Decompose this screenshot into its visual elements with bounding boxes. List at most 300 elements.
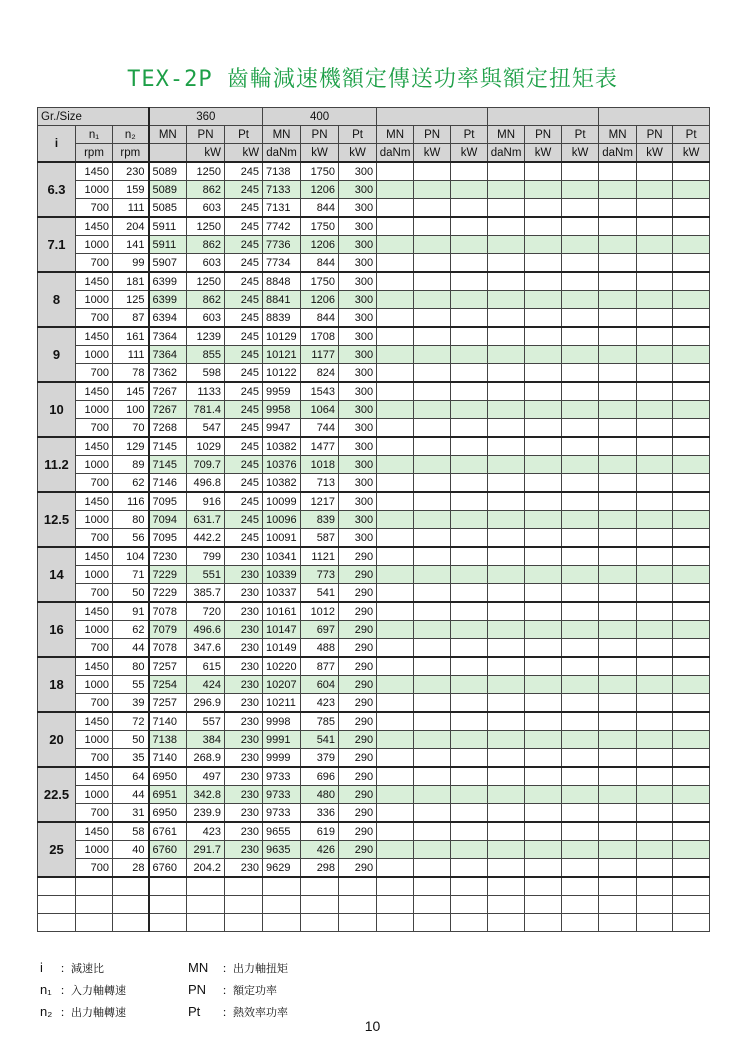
- empty-cell: [451, 896, 488, 914]
- empty-cell: [673, 492, 710, 511]
- pn360-cell: 603: [187, 309, 225, 328]
- n2-cell: 141: [113, 236, 149, 254]
- empty-cell: [599, 731, 637, 749]
- empty-cell: [488, 419, 525, 438]
- mn360-cell: 7095: [149, 492, 187, 511]
- empty-cell: [637, 566, 673, 584]
- empty-cell: [673, 162, 710, 181]
- table-row: [38, 529, 710, 548]
- page-number: 10: [364, 1018, 381, 1034]
- pt-unit: kW: [451, 144, 488, 163]
- pn360-cell: 598: [187, 364, 225, 383]
- pn-unit: kW: [525, 144, 562, 163]
- empty-cell: [637, 749, 673, 768]
- pn400-cell: 713: [301, 474, 339, 493]
- mn400-cell: 9655: [263, 822, 301, 841]
- empty-cell: [451, 547, 488, 566]
- mn400-cell: 9999: [263, 749, 301, 768]
- empty-cell: [637, 199, 673, 218]
- pn360-cell: 424: [187, 676, 225, 694]
- table-row: [38, 786, 710, 804]
- table-row: [38, 841, 710, 859]
- n1-cell: 1450: [76, 822, 113, 841]
- empty-cell: [599, 236, 637, 254]
- empty-cell: [451, 511, 488, 529]
- empty-cell: [451, 657, 488, 676]
- n1-cell: 1450: [76, 767, 113, 786]
- empty-cell: [149, 914, 187, 932]
- empty-cell: [637, 456, 673, 474]
- n2-cell: 44: [113, 639, 149, 658]
- n2-cell: 56: [113, 529, 149, 548]
- empty-cell: [414, 199, 451, 218]
- empty-cell: [414, 401, 451, 419]
- empty-cell: [599, 291, 637, 309]
- empty-cell: [673, 327, 710, 346]
- mn400-cell: 10147: [263, 621, 301, 639]
- pt360-cell: 245: [225, 236, 263, 254]
- pn400-cell: 844: [301, 254, 339, 273]
- empty-cell: [637, 547, 673, 566]
- empty-cell: [488, 327, 525, 346]
- empty-cell: [637, 346, 673, 364]
- empty-cell: [488, 749, 525, 768]
- n2-cell: 145: [113, 382, 149, 401]
- mn360-cell: 7229: [149, 584, 187, 603]
- rating-table: [37, 107, 710, 932]
- n1-cell: 700: [76, 474, 113, 493]
- empty-cell: [637, 859, 673, 878]
- empty-cell: [451, 382, 488, 401]
- mn360-cell: 5907: [149, 254, 187, 273]
- pt360-cell: 245: [225, 511, 263, 529]
- empty-cell: [414, 181, 451, 199]
- empty-cell: [562, 492, 599, 511]
- table-row: [38, 217, 710, 236]
- empty-cell: [451, 786, 488, 804]
- pn360-cell: 423: [187, 822, 225, 841]
- pt360-cell: 245: [225, 199, 263, 218]
- pt360-cell: 245: [225, 162, 263, 181]
- empty-cell: [377, 566, 414, 584]
- empty-cell: [637, 437, 673, 456]
- empty-cell: [377, 657, 414, 676]
- ratio-cell: 20: [38, 712, 76, 767]
- pn400-cell: 423: [301, 694, 339, 713]
- empty-cell: [377, 474, 414, 493]
- mn400-cell: 9733: [263, 786, 301, 804]
- n1-cell: 700: [76, 749, 113, 768]
- empty-cell: [377, 639, 414, 658]
- empty-cell: [673, 731, 710, 749]
- pn360-cell: 799: [187, 547, 225, 566]
- legend-text: ：熱效率功率: [222, 1006, 288, 1019]
- empty-cell: [451, 272, 488, 291]
- empty-cell: [263, 877, 301, 896]
- mn360-cell: 6760: [149, 841, 187, 859]
- empty-cell: [637, 309, 673, 328]
- empty-cell: [414, 914, 451, 932]
- pn400-cell: 298: [301, 859, 339, 878]
- empty-cell: [525, 896, 562, 914]
- empty-cell: [525, 657, 562, 676]
- pt400-cell: 300: [339, 181, 377, 199]
- pn360-cell: 547: [187, 419, 225, 438]
- n1-cell: 1000: [76, 676, 113, 694]
- pn400-cell: 619: [301, 822, 339, 841]
- empty-cell: [377, 254, 414, 273]
- table-row: [38, 456, 710, 474]
- pt400-cell: 290: [339, 804, 377, 823]
- pt400-cell: 300: [339, 346, 377, 364]
- empty-cell: [637, 804, 673, 823]
- pt360-cell: 230: [225, 859, 263, 878]
- pt400-cell: 300: [339, 327, 377, 346]
- empty-cell: [673, 676, 710, 694]
- n1-cell: 1450: [76, 657, 113, 676]
- empty-cell: [525, 529, 562, 548]
- pn400-cell: 1064: [301, 401, 339, 419]
- legend: [40, 960, 460, 1026]
- pt360-cell: 230: [225, 712, 263, 731]
- mn400-cell: 9998: [263, 712, 301, 731]
- empty-cell: [599, 822, 637, 841]
- n2-cell: 64: [113, 767, 149, 786]
- mn400-cell: 9635: [263, 841, 301, 859]
- mn400-cell: 10149: [263, 639, 301, 658]
- empty-cell: [673, 364, 710, 383]
- mn400-cell: 9959: [263, 382, 301, 401]
- empty-cell: [562, 749, 599, 768]
- empty-cell: [637, 694, 673, 713]
- mn400-cell: 10207: [263, 676, 301, 694]
- empty-cell: [525, 474, 562, 493]
- empty-cell: [377, 327, 414, 346]
- pt360-cell: 245: [225, 364, 263, 383]
- mn400-cell: 10161: [263, 602, 301, 621]
- pn360-cell: 862: [187, 236, 225, 254]
- legend-text: ：額定功率: [222, 984, 277, 997]
- pt400-cell: 300: [339, 162, 377, 181]
- empty-cell: [599, 767, 637, 786]
- empty-cell: [562, 694, 599, 713]
- empty-cell: [562, 254, 599, 273]
- mn400-cell: 7736: [263, 236, 301, 254]
- n2-cell: 230: [113, 162, 149, 181]
- legend-text: ：減速比: [60, 962, 104, 975]
- pn-header: PN: [187, 126, 225, 144]
- empty-cell: [488, 162, 525, 181]
- legend-text: ：出力軸扭矩: [222, 962, 288, 975]
- pt360-cell: 245: [225, 492, 263, 511]
- empty-cell: [525, 767, 562, 786]
- empty-cell: [488, 272, 525, 291]
- pt400-cell: 290: [339, 767, 377, 786]
- pt360-cell: 245: [225, 254, 263, 273]
- n2-cell: 111: [113, 346, 149, 364]
- empty-cell: [377, 896, 414, 914]
- empty-cell: [451, 364, 488, 383]
- empty-cell: [562, 181, 599, 199]
- n1-cell: 700: [76, 694, 113, 713]
- empty-cell: [377, 749, 414, 768]
- mn360-cell: 6950: [149, 804, 187, 823]
- pt400-cell: 300: [339, 511, 377, 529]
- mn360-cell: 6399: [149, 272, 187, 291]
- empty-cell: [599, 749, 637, 768]
- empty-cell: [562, 566, 599, 584]
- empty-cell: [599, 272, 637, 291]
- pt400-cell: 300: [339, 401, 377, 419]
- pt400-cell: 300: [339, 217, 377, 236]
- pt400-cell: 300: [339, 199, 377, 218]
- n2-cell: 100: [113, 401, 149, 419]
- empty-cell: [562, 291, 599, 309]
- pn400-cell: 426: [301, 841, 339, 859]
- empty-cell: [525, 291, 562, 309]
- n1-cell: 1000: [76, 291, 113, 309]
- empty-cell: [301, 914, 339, 932]
- empty-cell: [637, 529, 673, 548]
- mn360-cell: 7095: [149, 529, 187, 548]
- mn360-cell: 7078: [149, 602, 187, 621]
- pt360-cell: 245: [225, 401, 263, 419]
- empty-cell: [488, 346, 525, 364]
- mn400-cell: 10382: [263, 474, 301, 493]
- pn-unit: kW: [637, 144, 673, 163]
- ratio-cell: 25: [38, 822, 76, 877]
- pn360-cell: 557: [187, 712, 225, 731]
- empty-cell: [525, 236, 562, 254]
- table-row: [38, 822, 710, 841]
- mn360-cell: 7364: [149, 327, 187, 346]
- empty-cell: [637, 602, 673, 621]
- empty-cell: [525, 877, 562, 896]
- pn400-cell: 1708: [301, 327, 339, 346]
- table-row: [38, 566, 710, 584]
- ratio-cell: 14: [38, 547, 76, 602]
- empty-cell: [488, 566, 525, 584]
- pn400-cell: 1217: [301, 492, 339, 511]
- empty-cell: [525, 199, 562, 218]
- empty-cell: [488, 639, 525, 658]
- empty-cell: [562, 511, 599, 529]
- n1-header: n₁: [76, 126, 113, 144]
- empty-cell: [525, 584, 562, 603]
- empty-cell: [562, 731, 599, 749]
- empty-cell: [637, 786, 673, 804]
- mn400-cell: 8848: [263, 272, 301, 291]
- table-row: [38, 676, 710, 694]
- n1-cell: 1450: [76, 272, 113, 291]
- empty-cell: [451, 859, 488, 878]
- mn360-cell: 7138: [149, 731, 187, 749]
- empty-cell: [414, 602, 451, 621]
- empty-cell: [562, 272, 599, 291]
- mn360-cell: 6394: [149, 309, 187, 328]
- empty-cell: [599, 877, 637, 896]
- n1-cell: 700: [76, 639, 113, 658]
- pt400-cell: 290: [339, 566, 377, 584]
- empty-cell: [414, 841, 451, 859]
- empty-cell: [451, 162, 488, 181]
- empty-cell: [525, 419, 562, 438]
- empty-cell: [637, 676, 673, 694]
- empty-cell: [673, 181, 710, 199]
- mn360-cell: 5085: [149, 199, 187, 218]
- n2-cell: 31: [113, 804, 149, 823]
- pt400-cell: 290: [339, 639, 377, 658]
- empty-cell: [599, 364, 637, 383]
- pt400-cell: 300: [339, 529, 377, 548]
- empty-cell: [562, 804, 599, 823]
- empty-cell: [414, 529, 451, 548]
- empty-cell: [488, 254, 525, 273]
- pt400-cell: 300: [339, 236, 377, 254]
- empty-cell: [377, 419, 414, 438]
- pt400-cell: 300: [339, 419, 377, 438]
- empty-cell: [525, 456, 562, 474]
- empty-cell: [599, 657, 637, 676]
- empty-cell: [488, 822, 525, 841]
- empty-cell: [488, 529, 525, 548]
- empty-cell: [488, 804, 525, 823]
- mn360-cell: 5089: [149, 181, 187, 199]
- mn400-cell: 9958: [263, 401, 301, 419]
- empty-cell: [525, 217, 562, 236]
- empty-cell: [488, 602, 525, 621]
- empty-cell: [525, 914, 562, 932]
- empty-cell: [562, 346, 599, 364]
- mn400-cell: 10337: [263, 584, 301, 603]
- empty-cell: [599, 327, 637, 346]
- legend-symbol: MN: [188, 960, 209, 975]
- empty-cell: [377, 694, 414, 713]
- empty-cell: [451, 584, 488, 603]
- n1-cell: 1000: [76, 841, 113, 859]
- empty-cell: [673, 822, 710, 841]
- mn400-cell: 9733: [263, 767, 301, 786]
- pt360-cell: 230: [225, 749, 263, 768]
- empty-cell: [525, 346, 562, 364]
- pt400-cell: 300: [339, 254, 377, 273]
- table-row: [38, 181, 710, 199]
- blank-row: [38, 877, 710, 896]
- empty-cell: [637, 841, 673, 859]
- n2-cell: 116: [113, 492, 149, 511]
- empty-cell: [76, 914, 113, 932]
- mn360-cell: 7268: [149, 419, 187, 438]
- ratio-cell: 9: [38, 327, 76, 382]
- empty-cell: [377, 804, 414, 823]
- empty-cell: [414, 877, 451, 896]
- empty-cell: [414, 767, 451, 786]
- empty-cell: [377, 217, 414, 236]
- empty-cell: [488, 767, 525, 786]
- table-row: [38, 199, 710, 218]
- mn400-cell: 10382: [263, 437, 301, 456]
- n1-cell: 700: [76, 364, 113, 383]
- pn360-cell: 916: [187, 492, 225, 511]
- empty-cell: [673, 694, 710, 713]
- legend-row: [40, 960, 460, 982]
- pn360-cell: 862: [187, 181, 225, 199]
- empty-cell: [637, 584, 673, 603]
- empty-cell: [414, 621, 451, 639]
- n2-cell: 80: [113, 657, 149, 676]
- empty-cell: [451, 749, 488, 768]
- pn400-cell: 1012: [301, 602, 339, 621]
- empty-cell: [673, 419, 710, 438]
- empty-cell: [488, 694, 525, 713]
- empty-cell: [451, 419, 488, 438]
- empty-cell: [377, 712, 414, 731]
- table-row: [38, 492, 710, 511]
- empty-cell: [377, 511, 414, 529]
- n1-cell: 1450: [76, 162, 113, 181]
- empty-cell: [414, 676, 451, 694]
- n2-cell: 28: [113, 859, 149, 878]
- pt400-cell: 290: [339, 676, 377, 694]
- pn400-cell: 1206: [301, 236, 339, 254]
- empty-cell: [562, 786, 599, 804]
- empty-cell: [488, 859, 525, 878]
- empty-cell: [488, 181, 525, 199]
- empty-cell: [562, 822, 599, 841]
- empty-cell: [414, 547, 451, 566]
- empty-cell: [637, 877, 673, 896]
- empty-cell: [673, 749, 710, 768]
- empty-cell: [451, 199, 488, 218]
- n1-cell: 1000: [76, 511, 113, 529]
- empty-cell: [637, 914, 673, 932]
- mn400-cell: 10220: [263, 657, 301, 676]
- empty-cell: [377, 786, 414, 804]
- empty-cell: [377, 877, 414, 896]
- pn360-cell: 342.8: [187, 786, 225, 804]
- empty-cell: [377, 492, 414, 511]
- empty-cell: [673, 437, 710, 456]
- n2-unit: rpm: [113, 144, 149, 163]
- size-header-0: 360: [149, 108, 263, 126]
- empty-cell: [562, 382, 599, 401]
- empty-cell: [673, 236, 710, 254]
- mn400-cell: 10341: [263, 547, 301, 566]
- empty-cell: [414, 456, 451, 474]
- empty-cell: [414, 254, 451, 273]
- n1-cell: 1000: [76, 786, 113, 804]
- empty-cell: [451, 217, 488, 236]
- mn400-cell: 8841: [263, 291, 301, 309]
- empty-cell: [414, 749, 451, 768]
- empty-cell: [451, 236, 488, 254]
- empty-cell: [599, 419, 637, 438]
- n1-cell: 1450: [76, 492, 113, 511]
- empty-cell: [451, 767, 488, 786]
- empty-cell: [451, 456, 488, 474]
- n2-cell: 71: [113, 566, 149, 584]
- empty-cell: [673, 272, 710, 291]
- empty-cell: [414, 327, 451, 346]
- empty-cell: [414, 437, 451, 456]
- empty-cell: [377, 547, 414, 566]
- empty-cell: [488, 474, 525, 493]
- empty-cell: [525, 566, 562, 584]
- mn360-cell: 7145: [149, 456, 187, 474]
- empty-cell: [377, 584, 414, 603]
- ratio-cell: 7.1: [38, 217, 76, 272]
- empty-cell: [637, 822, 673, 841]
